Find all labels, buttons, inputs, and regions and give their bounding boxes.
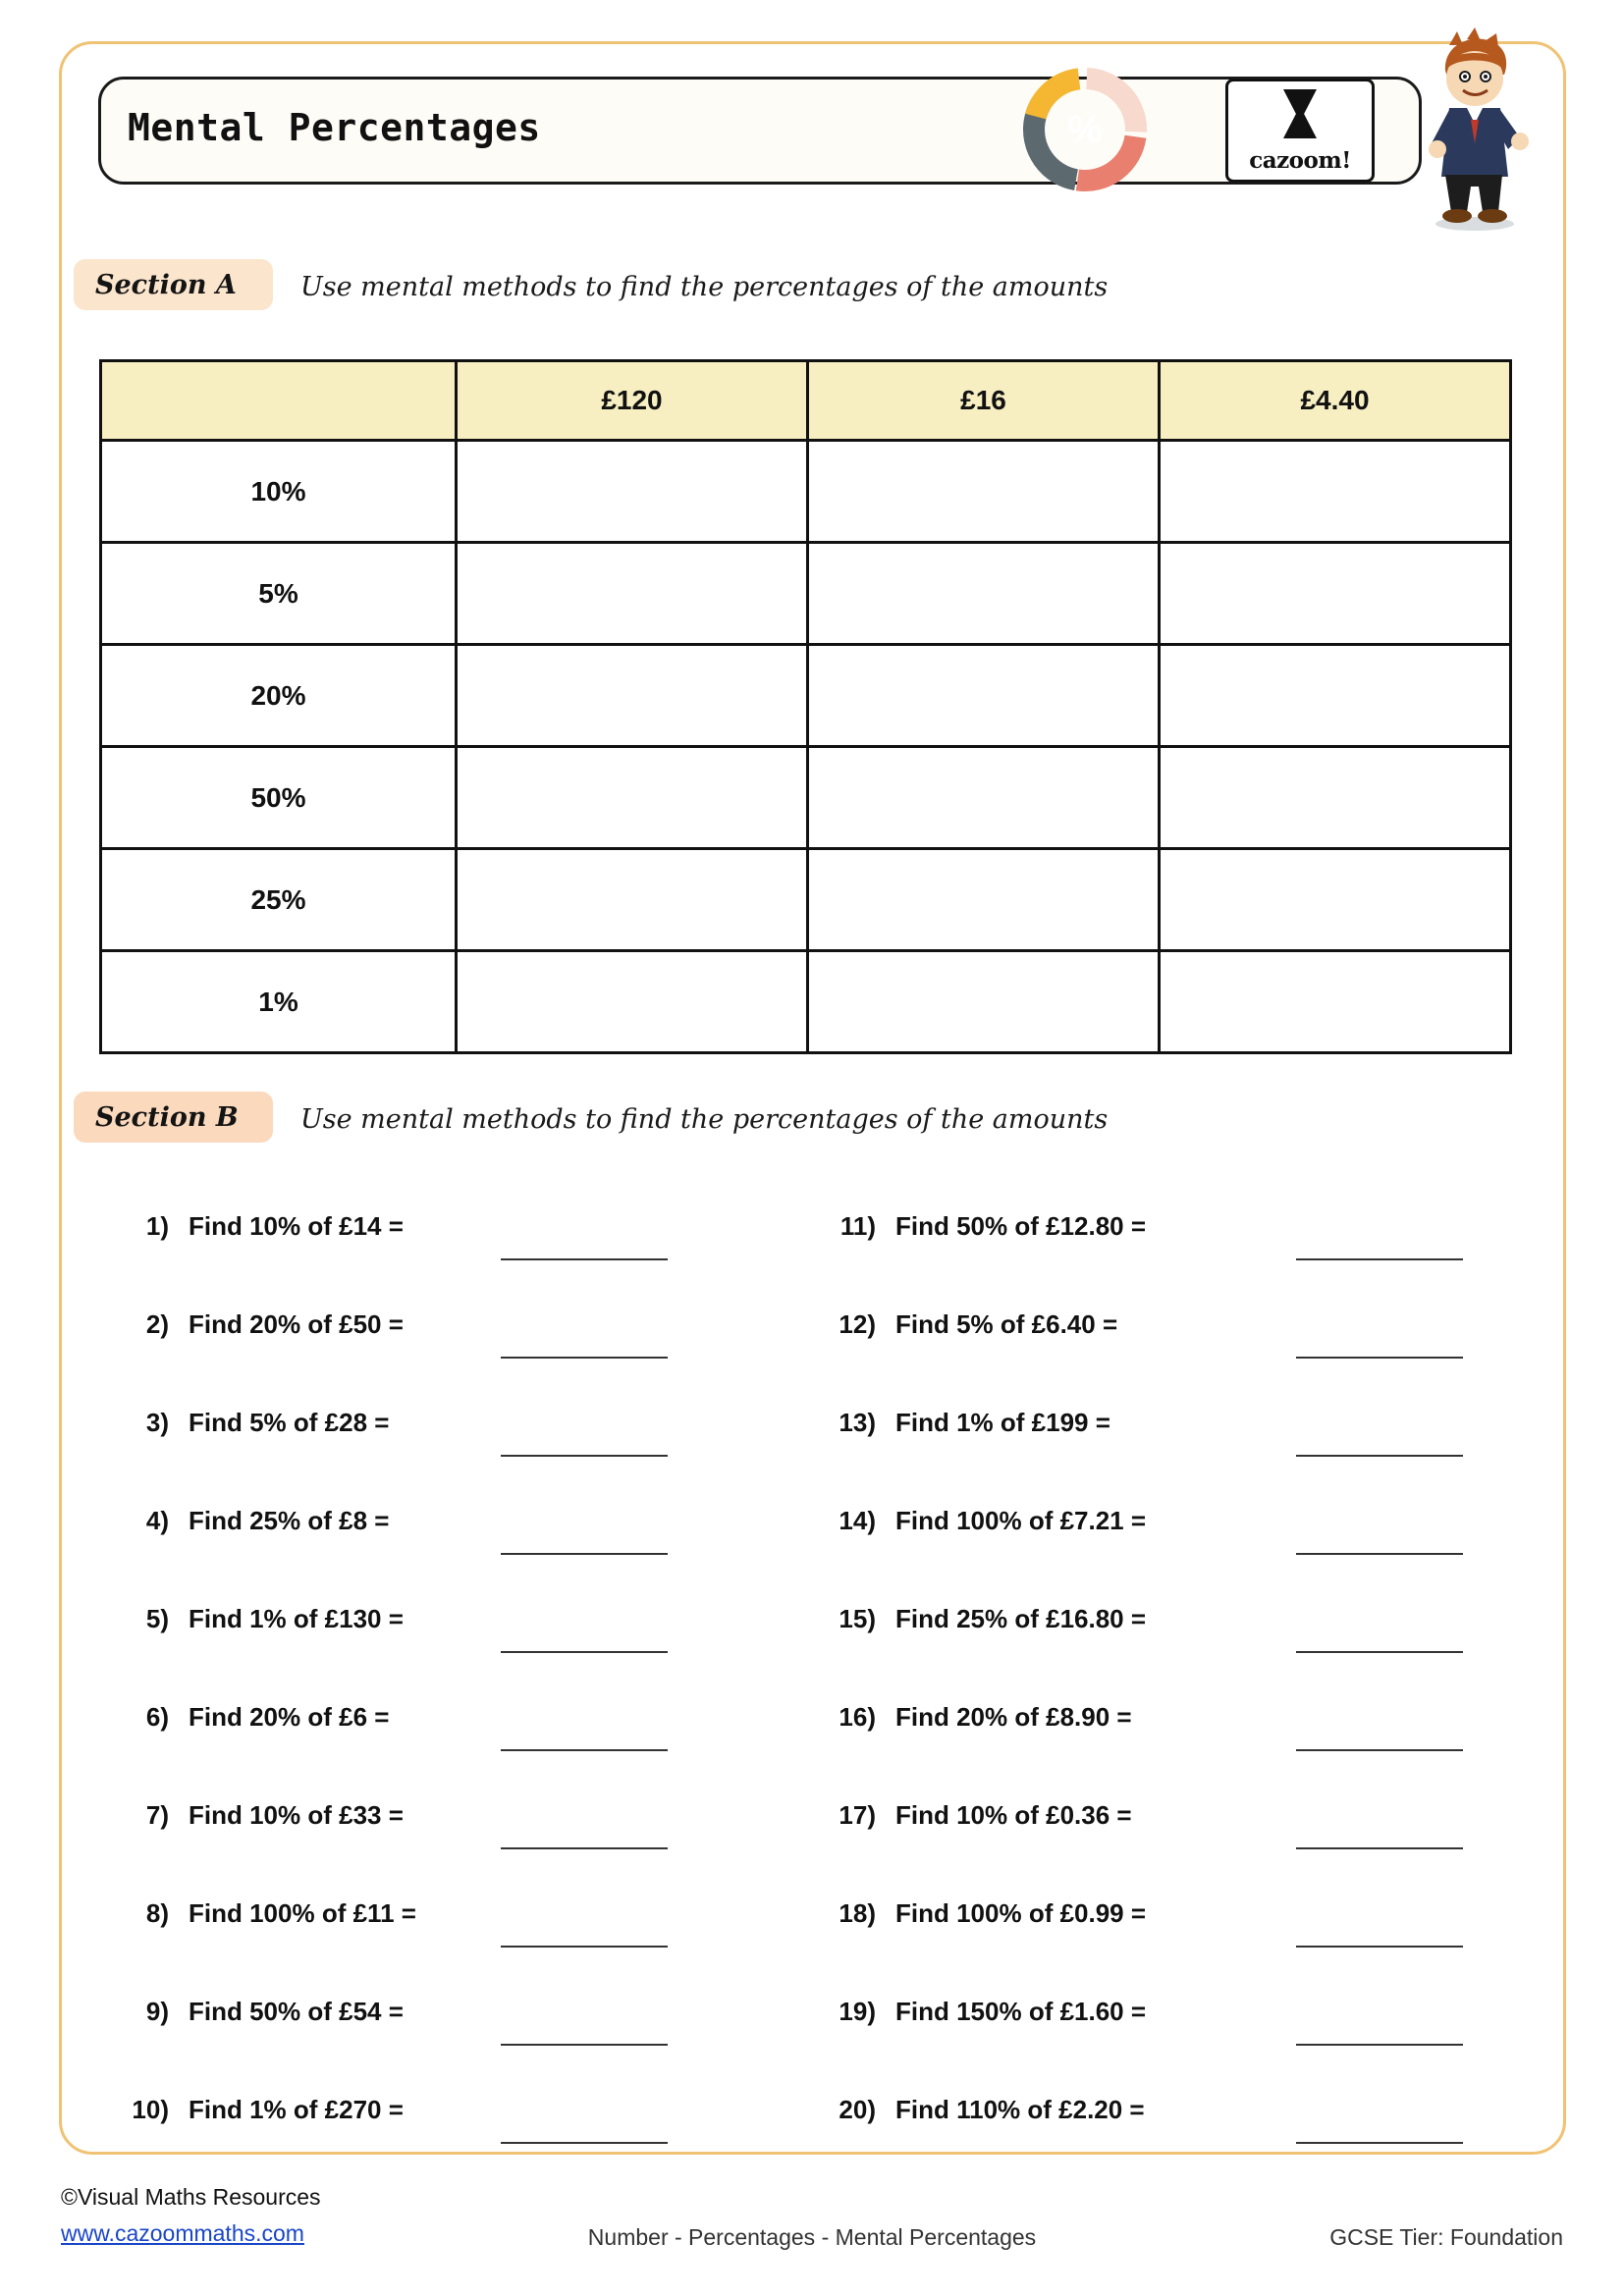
question-text: Find 10% of £33 = [189, 1800, 404, 1830]
answer-cell[interactable] [1160, 441, 1511, 543]
answer-cell[interactable] [808, 543, 1160, 645]
question-number: 10) [132, 2095, 169, 2124]
question-text: Find 50% of £54 = [189, 1997, 404, 2026]
answer-blank[interactable] [501, 1749, 668, 1751]
question-item [108, 1590, 795, 1688]
table-row-label: 10% [101, 441, 457, 543]
question-text: Find 100% of £11 = [189, 1898, 416, 1928]
question-item [108, 1983, 795, 2081]
answer-cell[interactable] [457, 747, 808, 849]
answer-blank[interactable] [1296, 1357, 1463, 1359]
question-item [108, 1492, 795, 1590]
question-item [815, 1787, 1502, 1885]
answer-cell[interactable] [457, 543, 808, 645]
questions-column-left [108, 1198, 795, 2179]
question-item [108, 2081, 795, 2179]
question-number: 5) [145, 1604, 169, 1633]
question-number: 9) [145, 1997, 169, 2026]
answer-blank[interactable] [501, 1553, 668, 1555]
section-b-label: Section B [74, 1092, 273, 1143]
question-item [815, 1492, 1502, 1590]
table-header-row [101, 361, 1511, 441]
question-number: 13) [839, 1408, 876, 1437]
question-number: 2) [145, 1309, 169, 1339]
table-row-label: 5% [101, 543, 457, 645]
question-item [815, 1394, 1502, 1492]
answer-blank[interactable] [1296, 1946, 1463, 1948]
question-item [815, 1590, 1502, 1688]
question-number: 7) [145, 1800, 169, 1830]
question-number: 15) [839, 1604, 876, 1633]
footer-copyright: ©Visual Maths Resources [61, 2184, 321, 2210]
footer-website-link[interactable]: www.cazoommaths.com [61, 2220, 304, 2246]
student-mascot-illustration [1406, 27, 1543, 234]
question-text: Find 20% of £6 = [189, 1702, 390, 1732]
answer-blank[interactable] [501, 2142, 668, 2144]
question-number: 17) [839, 1800, 876, 1830]
question-number: 12) [839, 1309, 876, 1339]
answer-cell[interactable] [457, 441, 808, 543]
answer-blank[interactable] [501, 1651, 668, 1653]
question-number: 1) [145, 1211, 169, 1241]
question-item [108, 1394, 795, 1492]
question-text: Find 100% of £7.21 = [895, 1506, 1147, 1535]
question-text: Find 10% of £14 = [189, 1211, 404, 1241]
question-number: 16) [839, 1702, 876, 1732]
answer-cell[interactable] [808, 645, 1160, 747]
question-item [108, 1688, 795, 1787]
question-item [815, 1688, 1502, 1787]
table-header-corner [101, 361, 457, 441]
question-item [108, 1198, 795, 1296]
question-item [815, 1983, 1502, 2081]
answer-cell[interactable] [1160, 543, 1511, 645]
answer-cell[interactable] [808, 849, 1160, 951]
question-text: Find 150% of £1.60 = [895, 1997, 1147, 2026]
answer-cell[interactable] [1160, 645, 1511, 747]
question-text: Find 1% of £130 = [189, 1604, 404, 1633]
percentages-table [99, 359, 1512, 1054]
question-text: Find 10% of £0.36 = [895, 1800, 1132, 1830]
answer-blank[interactable] [501, 1455, 668, 1457]
table-row-label: 50% [101, 747, 457, 849]
question-text: Find 50% of £12.80 = [895, 1211, 1147, 1241]
answer-blank[interactable] [501, 1847, 668, 1849]
answer-cell[interactable] [457, 645, 808, 747]
table-row [101, 441, 1511, 543]
question-text: Find 100% of £0.99 = [895, 1898, 1147, 1928]
table-header-amount-1: £120 [457, 361, 808, 441]
section-b-instruction: Use mental methods to find the percentages of the amounts [300, 1104, 1109, 1135]
cazoom-logo [1225, 79, 1375, 183]
question-number: 14) [839, 1506, 876, 1535]
section-a-instruction: Use mental methods to find the percentages of the amounts [300, 272, 1109, 302]
answer-cell[interactable] [808, 747, 1160, 849]
answer-blank[interactable] [1296, 1258, 1463, 1260]
table-row-label: 20% [101, 645, 457, 747]
table-header-amount-2: £16 [808, 361, 1160, 441]
page-title: Mental Percentages [128, 106, 541, 149]
question-number: 19) [839, 1997, 876, 2026]
question-text: Find 110% of £2.20 = [895, 2095, 1145, 2124]
section-a-label: Section A [74, 259, 273, 310]
table-row [101, 645, 1511, 747]
answer-cell[interactable] [808, 441, 1160, 543]
answer-cell[interactable] [457, 849, 808, 951]
question-item [108, 1885, 795, 1983]
question-text: Find 1% of £199 = [895, 1408, 1110, 1437]
questions-column-right [815, 1198, 1502, 2179]
question-item [815, 2081, 1502, 2179]
hourglass-icon [1283, 89, 1317, 138]
percent-symbol: % [1067, 107, 1103, 151]
answer-cell[interactable] [1160, 951, 1511, 1053]
answer-blank[interactable] [1296, 1847, 1463, 1849]
question-number: 11) [839, 1211, 876, 1241]
answer-cell[interactable] [808, 951, 1160, 1053]
question-text: Find 1% of £270 = [189, 2095, 404, 2124]
table-header-amount-3: £4.40 [1160, 361, 1511, 441]
question-item [815, 1198, 1502, 1296]
answer-blank[interactable] [1296, 1553, 1463, 1555]
answer-blank[interactable] [1296, 1749, 1463, 1751]
question-number: 3) [145, 1408, 169, 1437]
answer-cell[interactable] [457, 951, 808, 1053]
answer-blank[interactable] [1296, 1651, 1463, 1653]
question-text: Find 20% of £8.90 = [895, 1702, 1132, 1732]
answer-blank[interactable] [1296, 2044, 1463, 2046]
answer-cell[interactable] [1160, 849, 1511, 951]
brand-word: cazoom! [1249, 147, 1351, 174]
question-text: Find 5% of £6.40 = [895, 1309, 1118, 1339]
table-row-label: 1% [101, 951, 457, 1053]
footer-breadcrumb: Number - Percentages - Mental Percentages [587, 2224, 1037, 2250]
question-number: 18) [839, 1898, 876, 1928]
answer-blank[interactable] [1296, 1455, 1463, 1457]
footer-tier: GCSE Tier: Foundation [1329, 2224, 1563, 2250]
question-item [815, 1296, 1502, 1394]
question-number: 8) [145, 1898, 169, 1928]
question-item [108, 1296, 795, 1394]
question-number: 6) [145, 1702, 169, 1732]
answer-blank[interactable] [501, 1946, 668, 1948]
table-row [101, 543, 1511, 645]
answer-blank[interactable] [501, 1357, 668, 1359]
question-item [108, 1787, 795, 1885]
table-row [101, 747, 1511, 849]
question-text: Find 25% of £8 = [189, 1506, 390, 1535]
question-item [815, 1885, 1502, 1983]
question-text: Find 25% of £16.80 = [895, 1604, 1147, 1633]
table-row [101, 849, 1511, 951]
question-text: Find 20% of £50 = [189, 1309, 404, 1339]
answer-blank[interactable] [1296, 2142, 1463, 2144]
question-text: Find 5% of £28 = [189, 1408, 390, 1437]
question-number: 20) [839, 2095, 876, 2124]
table-row-label: 25% [101, 849, 457, 951]
table-row [101, 951, 1511, 1053]
question-number: 4) [145, 1506, 169, 1535]
answer-cell[interactable] [1160, 747, 1511, 849]
answer-blank[interactable] [501, 1258, 668, 1260]
answer-blank[interactable] [501, 2044, 668, 2046]
